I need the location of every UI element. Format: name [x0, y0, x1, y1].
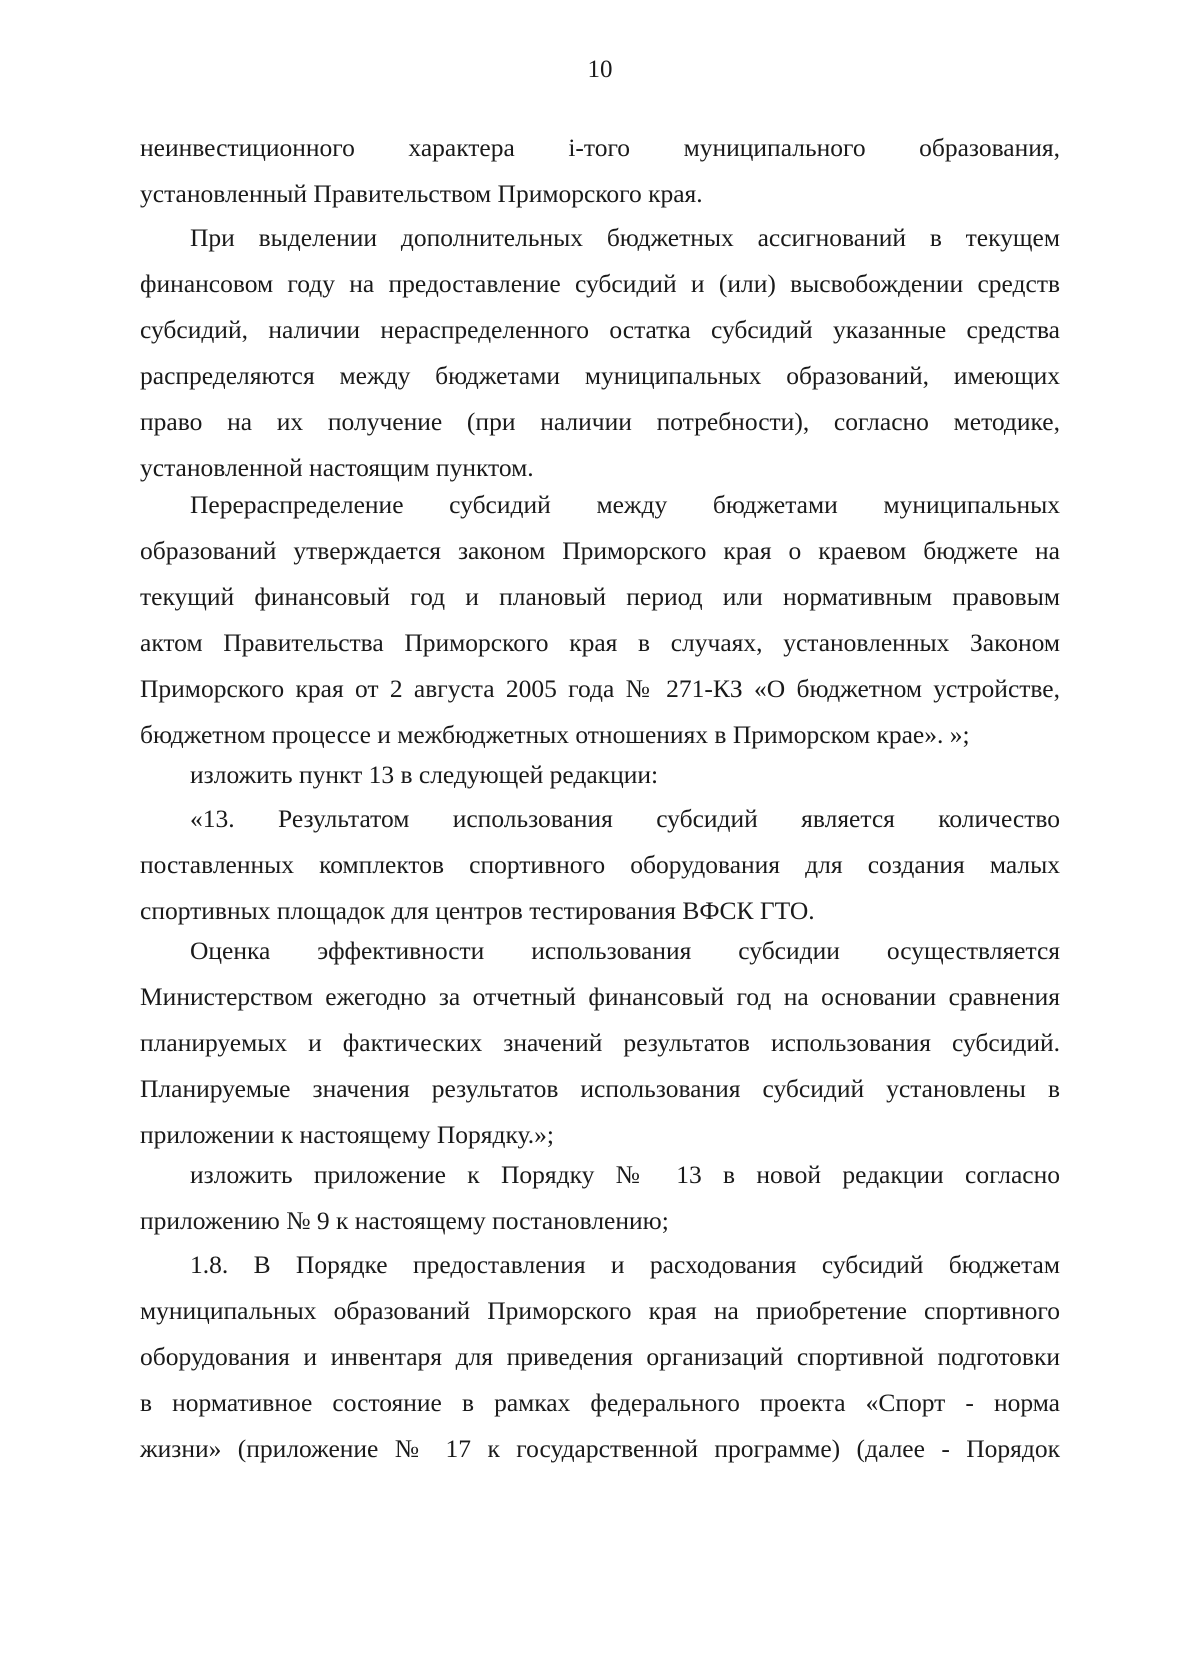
text-line: приложению № 9 к настоящему постановлению;: [140, 1206, 669, 1235]
text-line: спортивных площадок для центров тестирования ВФСК ГТО.: [140, 896, 815, 925]
text-line: бюджетном процессе и межбюджетных отношениях в Приморском крае». »;: [140, 720, 970, 749]
text-line: право на их получение (при наличии потребности), согласно методике,: [140, 407, 1060, 436]
paragraph: [140, 125, 1060, 217]
page-number: 10: [587, 56, 613, 83]
text-line: актом Правительства Приморского края в случаях, установленных Законом: [140, 628, 1060, 657]
text-line: субсидий, наличии нераспределенного остатка субсидий указанные средства: [140, 315, 1060, 344]
text-line: Перераспределение субсидий между бюджетами муниципальных: [190, 490, 1060, 519]
text-line: распределяются между бюджетами муниципальных образований, имеющих: [140, 361, 1060, 390]
text-line: жизни» (приложение № 17 к государственной программе) (далее - Порядок: [140, 1434, 1060, 1463]
text-line: «13. Результатом использования субсидий является количество: [190, 804, 1060, 833]
text-line: образований утверждается законом Приморского края о краевом бюджете на: [140, 536, 1060, 565]
text-line: изложить приложение к Порядку № 13 в новой редакции согласно: [190, 1160, 1060, 1189]
text-line: финансовом году на предоставление субсидий и (или) высвобождении средств: [140, 269, 1060, 298]
text-line: 1.8. В Порядке предоставления и расходования субсидий бюджетам: [190, 1250, 1060, 1279]
text-line: Приморского края от 2 августа 2005 года № 271-КЗ «О бюджетном устройстве,: [140, 674, 1060, 703]
paragraph: [140, 796, 1060, 934]
text-line: текущий финансовый год и плановый период или нормативным правовым: [140, 582, 1060, 611]
paragraph: [140, 215, 1060, 491]
text-line: установленный Правительством Приморского края.: [140, 179, 703, 208]
text-line: в нормативное состояние в рамках федерального проекта «Спорт - норма: [140, 1388, 1060, 1417]
paragraph: [140, 1242, 1060, 1472]
paragraph: [140, 752, 1060, 798]
text-line: муниципальных образований Приморского края на приобретение спортивного: [140, 1296, 1060, 1325]
text-line: Министерством ежегодно за отчетный финансовый год на основании сравнения: [140, 982, 1060, 1011]
paragraph: [140, 928, 1060, 1158]
text-line: оборудования и инвентаря для приведения организаций спортивной подготовки: [140, 1342, 1060, 1371]
text-line: поставленных комплектов спортивного оборудования для создания малых: [140, 850, 1060, 879]
text-line: установленной настоящим пунктом.: [140, 453, 534, 482]
text-line: планируемых и фактических значений результатов использования субсидий.: [140, 1028, 1060, 1057]
paragraph: [140, 482, 1060, 758]
text-line: неинвестиционного характера i-того муниципального образования,: [140, 133, 1060, 162]
text-line: приложении к настоящему Порядку.»;: [140, 1120, 554, 1149]
text-line: Планируемые значения результатов использования субсидий установлены в: [140, 1074, 1060, 1103]
paragraph: [140, 1152, 1060, 1244]
text-line: Оценка эффективности использования субсидии осуществляется: [190, 936, 1060, 965]
text-line: При выделении дополнительных бюджетных ассигнований в текущем: [190, 223, 1060, 252]
text-line: изложить пункт 13 в следующей редакции:: [190, 760, 659, 789]
